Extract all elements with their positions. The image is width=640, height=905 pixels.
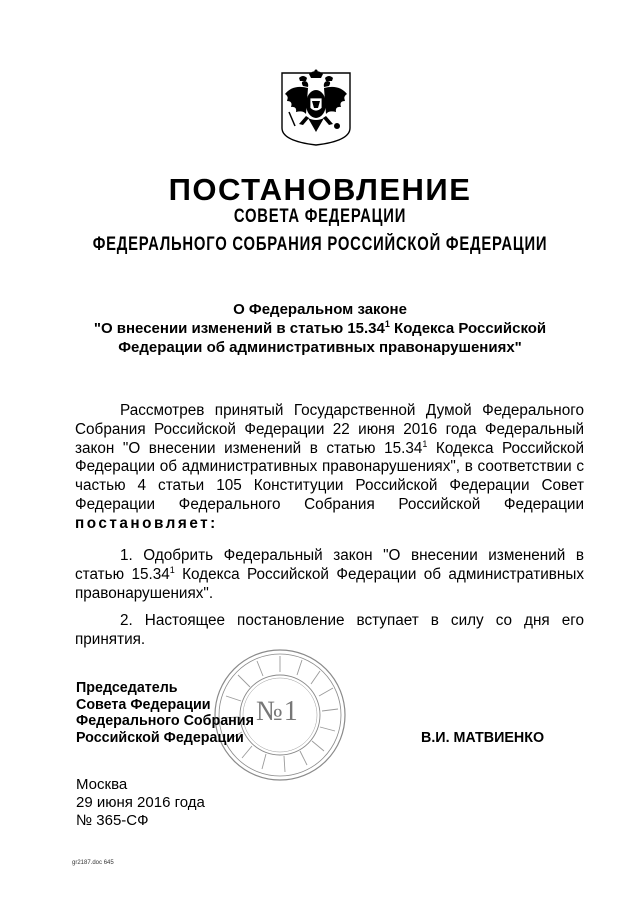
issuer-line-1: СОВЕТА ФЕДЕРАЦИИ [233, 206, 407, 227]
subject-line-2: "О внесении изменений в статью 15.34$^1$ Кодекса Российской [93, 319, 547, 337]
resolves-keyword: постановляет: [75, 514, 218, 532]
resolution-item-1: 1. Одобрить Федеральный закон "О внесении изменений в статью 15.34$^1$ Кодекса Российской Федерации об административных правонарушениях". [75, 547, 584, 602]
subject-line-1: О Федеральном законе [233, 301, 407, 318]
signatory-position: Председатель Совета Федерации Федерального Собрания Российской Федерации [76, 680, 254, 747]
document-title: ПОСТАНОВЛЕНИЕ [168, 172, 472, 207]
city: Москва [76, 776, 128, 793]
place-and-date [76, 776, 205, 830]
date: 29 июня 2016 года [76, 794, 205, 811]
coat-of-arms-emblem [281, 68, 351, 146]
preamble-paragraph: Рассмотрев принятый Государственной Думой Федерального Собрания Российской Федерации 22 июня 2016 года Федеральный закон "О внесении изменений в статью 15.34$^1$ Кодекса Российской Федерации об административных правонарушениях", в соответствии с частью 4 статьи 105 Конституции Российской Федерации Совет Федерации Федерального Собрания Российской Федерации постановляет: [75, 402, 584, 532]
subject-line-3: Федерации об административных правонарушениях" [118, 339, 522, 356]
seal-number: №1 [256, 696, 299, 727]
file-reference: gr2187.doc 645 [72, 860, 114, 866]
resolution-item-2: 2. Настоящее постановление вступает в силу со дня его принятия. [75, 612, 584, 648]
document-number: № 365-СФ [76, 812, 149, 829]
issuer-line-2: ФЕДЕРАЛЬНОГО СОБРАНИЯ РОССИЙСКОЙ ФЕДЕРАЦИИ [92, 234, 548, 255]
signatory-name: В.И. МАТВИЕНКО [421, 730, 545, 746]
document-subject [0, 300, 640, 357]
